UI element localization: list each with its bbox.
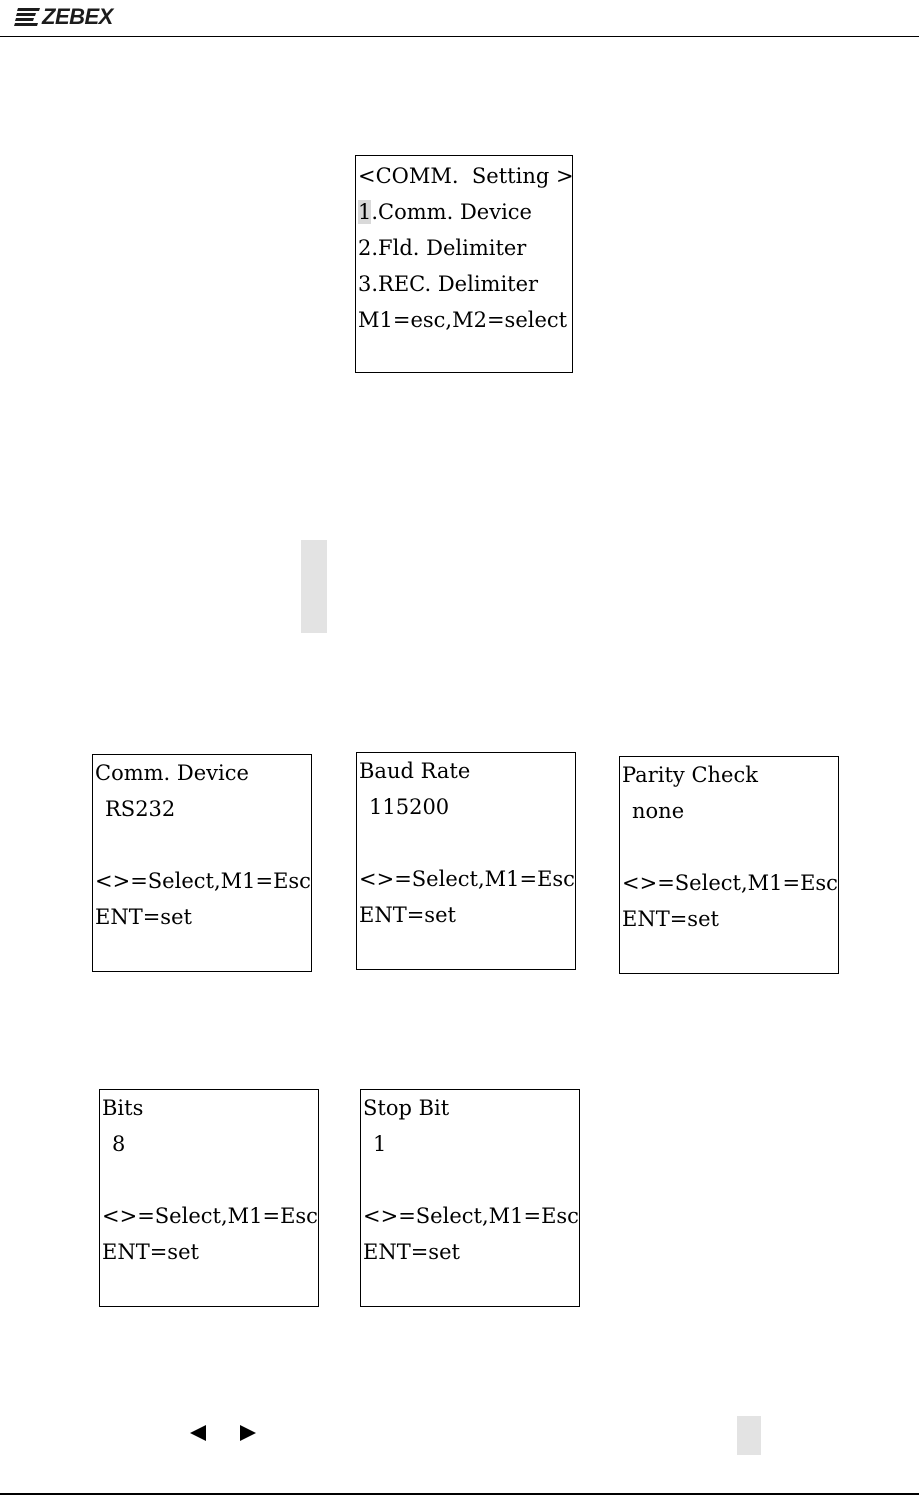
screen-value: 1	[373, 1132, 387, 1156]
screen-title: Baud Rate	[359, 759, 471, 783]
baud-rate-screen	[356, 752, 576, 970]
highlight-block	[301, 540, 327, 633]
menu-item-rec-delimiter[interactable]: 3.REC. Delimiter	[358, 272, 539, 296]
comm-device-screen	[92, 754, 312, 972]
screen-hint: <>=Select,M1=Esc	[359, 867, 575, 891]
logo-text: ZEBEX	[42, 4, 113, 29]
screen-hint: <>=Select,M1=Esc	[622, 871, 838, 895]
screen-title: Stop Bit	[363, 1096, 450, 1120]
footer-highlight-block	[737, 1416, 761, 1455]
screen-enter-hint: ENT=set	[622, 907, 719, 931]
menu-item-label: .Comm. Device	[371, 200, 532, 224]
menu-cursor: 1	[358, 200, 372, 224]
menu-item-comm-device[interactable]	[356, 194, 572, 230]
bits-screen	[99, 1089, 319, 1307]
menu-item-fld-delimiter[interactable]: 2.Fld. Delimiter	[358, 236, 527, 260]
screen-hint: <>=Select,M1=Esc	[102, 1204, 318, 1228]
parity-check-screen	[619, 756, 839, 974]
screen-enter-hint: ENT=set	[95, 905, 192, 929]
screen-enter-hint: ENT=set	[363, 1240, 460, 1264]
right-arrow-icon	[238, 1423, 258, 1443]
screen-title: Comm. Device	[95, 761, 249, 785]
screen-title: Parity Check	[622, 763, 758, 787]
screen-enter-hint: ENT=set	[359, 903, 456, 927]
stop-bit-screen	[360, 1089, 580, 1307]
comm-setting-screen	[355, 155, 573, 373]
header-divider	[0, 36, 919, 37]
screen-value: 115200	[369, 795, 450, 819]
zebex-stripes-logo-icon	[14, 8, 40, 26]
screen-value: 8	[112, 1132, 126, 1156]
zebex-logo	[14, 6, 113, 28]
screen-title: Bits	[102, 1096, 144, 1120]
menu-hint: M1=esc,M2=select	[358, 308, 568, 332]
screen-value: none	[632, 799, 685, 823]
screen-value: RS232	[105, 797, 176, 821]
menu-title: <COMM. Setting >	[358, 164, 574, 188]
screen-hint: <>=Select,M1=Esc	[95, 869, 311, 893]
screen-hint: <>=Select,M1=Esc	[363, 1204, 579, 1228]
screen-enter-hint: ENT=set	[102, 1240, 199, 1264]
page-header	[0, 0, 919, 36]
left-arrow-icon	[188, 1423, 208, 1443]
